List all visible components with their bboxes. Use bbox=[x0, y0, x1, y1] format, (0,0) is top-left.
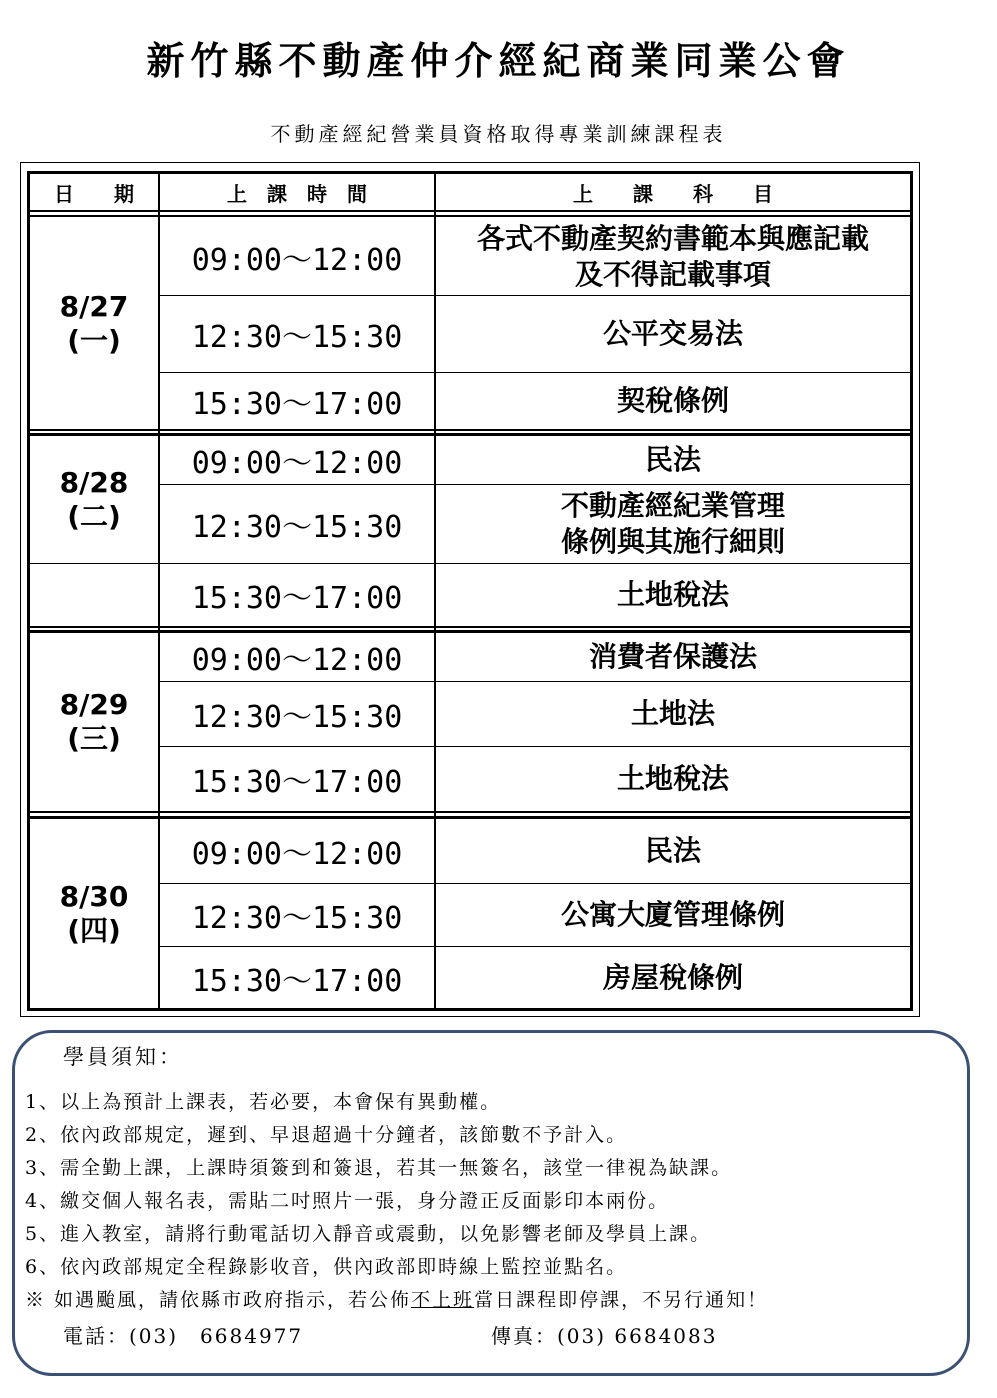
day-4-session-1-time: 09:00～12:00 bbox=[191, 837, 403, 872]
notice-item: 5、進入教室，請將行動電話切入靜音或震動，以免影響老師及學員上課。 bbox=[25, 1223, 712, 1245]
notice-item: 1、以上為預計上課表，若必要，本會保有異動權。 bbox=[25, 1091, 502, 1113]
day-4-session-2-subject bbox=[436, 884, 910, 946]
student-notice-box bbox=[12, 1030, 970, 1376]
day-1-weekday: (一) bbox=[67, 323, 121, 357]
day-4-session-2-time: 12:30～15:30 bbox=[191, 901, 403, 936]
day-2-date-label: 8/28 bbox=[59, 466, 129, 499]
subject-line: 不動產經紀業管理 bbox=[560, 489, 785, 522]
day-1-session-3-subject bbox=[436, 373, 910, 429]
subject-line: 土地稅法 bbox=[616, 762, 729, 795]
day-4-session-3-subject bbox=[436, 947, 910, 1008]
day-1-session-2-subject bbox=[436, 296, 910, 372]
page-subtitle: 不動產經紀營業員資格取得專業訓練課程表 bbox=[270, 122, 727, 146]
header-subject: 上 課 科 目 bbox=[573, 181, 773, 206]
notice-item: 3、需全勤上課，上課時須簽到和簽退，若其一無簽名，該堂一律視為缺課。 bbox=[25, 1157, 733, 1179]
header-date: 日 期 bbox=[54, 181, 134, 206]
day-2-session-2-time: 12:30～15:30 bbox=[191, 510, 403, 545]
day-3-session-2-time: 12:30～15:30 bbox=[191, 700, 403, 735]
day-3-date bbox=[30, 633, 158, 811]
day-4-date-label: 8/30 bbox=[59, 879, 129, 913]
day-2-date bbox=[30, 436, 158, 564]
subject-line: 公寓大廈管理條例 bbox=[560, 898, 785, 931]
day-1-session-1-subject bbox=[436, 218, 910, 295]
subject-line: 契稅條例 bbox=[616, 384, 729, 417]
typhoon-underlined: 不上班 bbox=[411, 1289, 475, 1311]
subject-line: 土地法 bbox=[630, 697, 715, 730]
day-4-session-1-subject bbox=[436, 819, 910, 883]
header-time: 上 課 時 間 bbox=[227, 181, 367, 206]
subject-line: 公平交易法 bbox=[602, 317, 743, 350]
day-1-session-3-time: 15:30～17:00 bbox=[191, 387, 403, 422]
day-1-date-label: 8/27 bbox=[59, 289, 129, 323]
subject-line: 條例與其施行細則 bbox=[560, 525, 785, 558]
subject-line: 及不得記載事項 bbox=[574, 257, 771, 291]
subject-line: 消費者保護法 bbox=[588, 640, 757, 673]
day-1-session-1-time: 09:00～12:00 bbox=[191, 242, 403, 278]
day-3-session-2-subject bbox=[436, 682, 910, 746]
day-3-session-3-time: 15:30～17:00 bbox=[191, 765, 403, 800]
notice-title: 學員須知： bbox=[63, 1045, 183, 1069]
day-3-weekday: (三) bbox=[67, 722, 121, 755]
notice-item: 6、依內政部規定全程錄影收音，供內政部即時線上監控並點名。 bbox=[25, 1256, 628, 1278]
day-3-session-1-time: 09:00～12:00 bbox=[191, 643, 403, 678]
day-2-session-2-subject bbox=[436, 485, 910, 563]
day-3-date-label: 8/29 bbox=[59, 688, 129, 721]
day-1-date bbox=[30, 218, 158, 429]
day-2-session-3-time: 15:30～17:00 bbox=[191, 581, 403, 616]
notice-item: 4、繳交個人報名表，需貼二吋照片一張，身分證正反面影印本兩份。 bbox=[25, 1190, 670, 1212]
subject-line: 民法 bbox=[644, 443, 701, 476]
subject-line: 民法 bbox=[644, 834, 701, 867]
typhoon-suffix: 當日課程即停課，不另行通知！ bbox=[474, 1289, 769, 1311]
notice-item: 2、依內政部規定，遲到、早退超過十分鐘者，該節數不予計入。 bbox=[25, 1124, 628, 1146]
typhoon-prefix: ※ 如遇颱風，請依縣市政府指示，若公佈 bbox=[25, 1289, 412, 1311]
schedule-table bbox=[27, 171, 913, 1011]
day-2-weekday: (二) bbox=[67, 500, 121, 533]
day-3-session-1-subject bbox=[436, 633, 910, 681]
contact-fax: 傳真：(03) 6684083 bbox=[491, 1324, 718, 1348]
subject-line: 房屋稅條例 bbox=[602, 960, 743, 994]
schedule-table-frame bbox=[20, 162, 920, 1017]
day-2-session-1-subject bbox=[436, 436, 910, 484]
subject-line: 各式不動產契約書範本與應記載 bbox=[476, 221, 869, 255]
contact-phone: 電話：(03) 6684977 bbox=[63, 1324, 304, 1348]
page-title: 新竹縣不動產仲介經紀商業同業公會 bbox=[146, 38, 851, 83]
day-4-weekday: (四) bbox=[67, 913, 121, 947]
day-4-session-3-time: 15:30～17:00 bbox=[191, 963, 403, 999]
day-2-session-1-time: 09:00～12:00 bbox=[191, 446, 403, 481]
day-4-date bbox=[30, 819, 158, 1008]
day-3-session-3-subject bbox=[436, 747, 910, 811]
subject-line: 土地稅法 bbox=[616, 578, 729, 611]
day-2-session-3-subject bbox=[436, 564, 910, 626]
day-1-session-2-time: 12:30～15:30 bbox=[191, 320, 403, 355]
notice-typhoon bbox=[25, 1285, 768, 1312]
